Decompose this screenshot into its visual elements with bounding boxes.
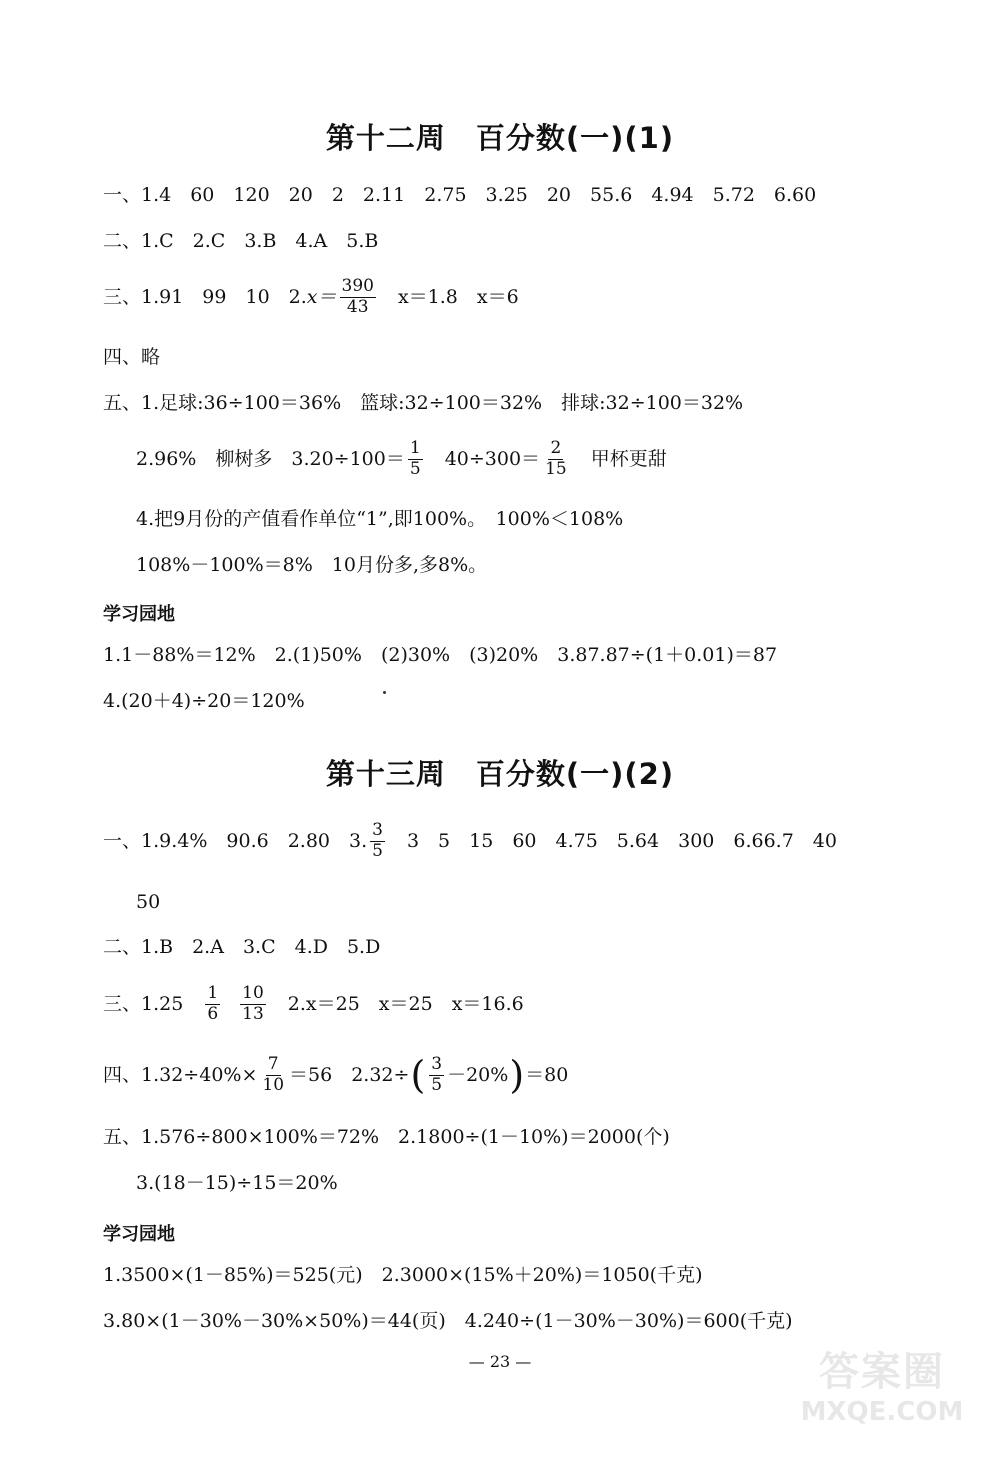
week12-q2: 二、1.C 2.C 3.B 4.A 5.B: [103, 230, 379, 252]
week13-q3-fraction-b: [240, 985, 266, 1024]
week13-q1-pre: 一、1.9.4% 90.6 2.80 3.: [103, 829, 368, 852]
week12-q3-x: x＝: [306, 285, 337, 308]
week13-q4-inner: －20%: [447, 1063, 509, 1086]
week13-q3-fraction-a: [205, 985, 220, 1024]
week13-q5-1: 五、1.576÷800×100%＝72% 2.1800÷(1－10%)＝2000(个): [103, 1126, 670, 1148]
week13-study-heading: 学习园地: [103, 1224, 175, 1245]
left-paren: (: [410, 1053, 426, 1098]
watermark-bottom-text: MXQE.COM: [800, 1397, 964, 1427]
fraction-denominator: 5: [409, 458, 421, 479]
week13-q4-fraction-b: [429, 1056, 444, 1095]
week12-title: 第十二周 百分数(一)(1): [325, 121, 675, 155]
fraction-denominator: 13: [242, 1003, 264, 1024]
week12-study-2: 4.(20＋4)÷20＝120%: [103, 690, 305, 712]
week13-q5-3: 3.(18－15)÷15＝20%: [136, 1172, 338, 1194]
week12-q5-2-pre: 2.96% 柳树多 3.20÷100＝: [136, 447, 405, 470]
week13-q4-pre: 四、1.32÷40%×: [103, 1063, 258, 1086]
week13-q1-continued: 50: [136, 891, 161, 913]
week12-q5-2: [136, 440, 667, 479]
right-paren: ): [509, 1053, 525, 1098]
week13-q1: [103, 822, 837, 861]
week13-q4-mid: ＝56 2.32÷: [289, 1063, 410, 1086]
week13-q4-post: ＝80: [525, 1063, 569, 1086]
fraction-numerator: 3: [372, 820, 383, 840]
week13-q3-post: 2.x＝25 x＝25 x＝16.6: [268, 992, 524, 1015]
fraction-denominator: 15: [545, 458, 567, 479]
week12-q3: [103, 278, 519, 317]
fraction-denominator: 43: [346, 296, 369, 317]
fraction-numerator: 3: [431, 1054, 443, 1074]
page-number: — 23 —: [468, 1352, 532, 1371]
fraction-numerator: 390: [341, 276, 374, 296]
fraction-denominator: 5: [372, 840, 383, 861]
week13-q4-fraction-a: [260, 1056, 286, 1095]
week12-q5-2-post: 甲杯更甜: [571, 447, 667, 470]
fraction-numerator: 10: [242, 983, 264, 1003]
stray-dot: [383, 691, 386, 694]
week12-q5-2-fraction-b: [543, 440, 569, 479]
week12-q3-post: x＝1.8 x＝6: [378, 285, 519, 308]
week13-study-1: 1.3500×(1－85%)＝525(元) 2.3000×(15%＋20%)＝1050(千克): [103, 1264, 703, 1286]
week12-q1: 一、1.4 60 120 20 2 2.11 2.75 3.25 20 55.6 4.94 5.72 6.60: [103, 184, 817, 206]
week13-q3-pre: 三、1.25: [103, 992, 203, 1015]
week12-q5-4: 4.把9月份的产值看作单位“1”,即100%。 100%＜108%: [136, 508, 624, 530]
week13-q3: [103, 985, 524, 1024]
week12-q3-pre: 三、1.91 99 10 2.: [103, 285, 307, 308]
fraction-denominator: 10: [262, 1074, 285, 1095]
fraction-numerator: 7: [267, 1054, 279, 1074]
week12-study-1: 1.1－88%＝12% 2.(1)50% (2)30% (3)20% 3.87.87÷(1＋0.01)＝87: [103, 644, 778, 666]
week12-q5-1: 五、1.足球:36÷100＝36% 篮球:32÷100＝32% 排球:32÷100＝32%: [103, 392, 744, 414]
week13-q2: 二、1.B 2.A 3.C 4.D 5.D: [103, 936, 381, 958]
week12-q4: 四、略: [103, 346, 161, 368]
week12-q5-2-mid: 40÷300＝: [425, 447, 541, 470]
fraction-denominator: 6: [207, 1003, 219, 1024]
week13-study-2: 3.80×(1－30%－30%×50%)＝44(页) 4.240÷(1－30%－30%)＝600(千克): [103, 1310, 793, 1332]
week12-study-heading: 学习园地: [103, 604, 175, 625]
week13-q1-post: 3 5 15 60 4.75 5.64 300 6.66.7 40: [387, 829, 837, 852]
fraction-numerator: 2: [550, 438, 562, 458]
watermark-top-text: 答案圈: [819, 1349, 945, 1395]
watermark-logo: [782, 1340, 982, 1450]
fraction-numerator: 1: [409, 438, 421, 458]
fraction-numerator: 1: [207, 983, 219, 1003]
week12-q5-2-fraction-a: [408, 440, 423, 479]
week12-q3-fraction: [340, 278, 376, 317]
fraction-denominator: 5: [431, 1074, 443, 1095]
week13-title: 第十三周 百分数(一)(2): [325, 757, 675, 791]
week13-q1-fraction: [370, 822, 385, 861]
week13-q4: [103, 1053, 569, 1098]
week12-q5-4b: 108%－100%＝8% 10月份多,多8%。: [136, 554, 488, 576]
